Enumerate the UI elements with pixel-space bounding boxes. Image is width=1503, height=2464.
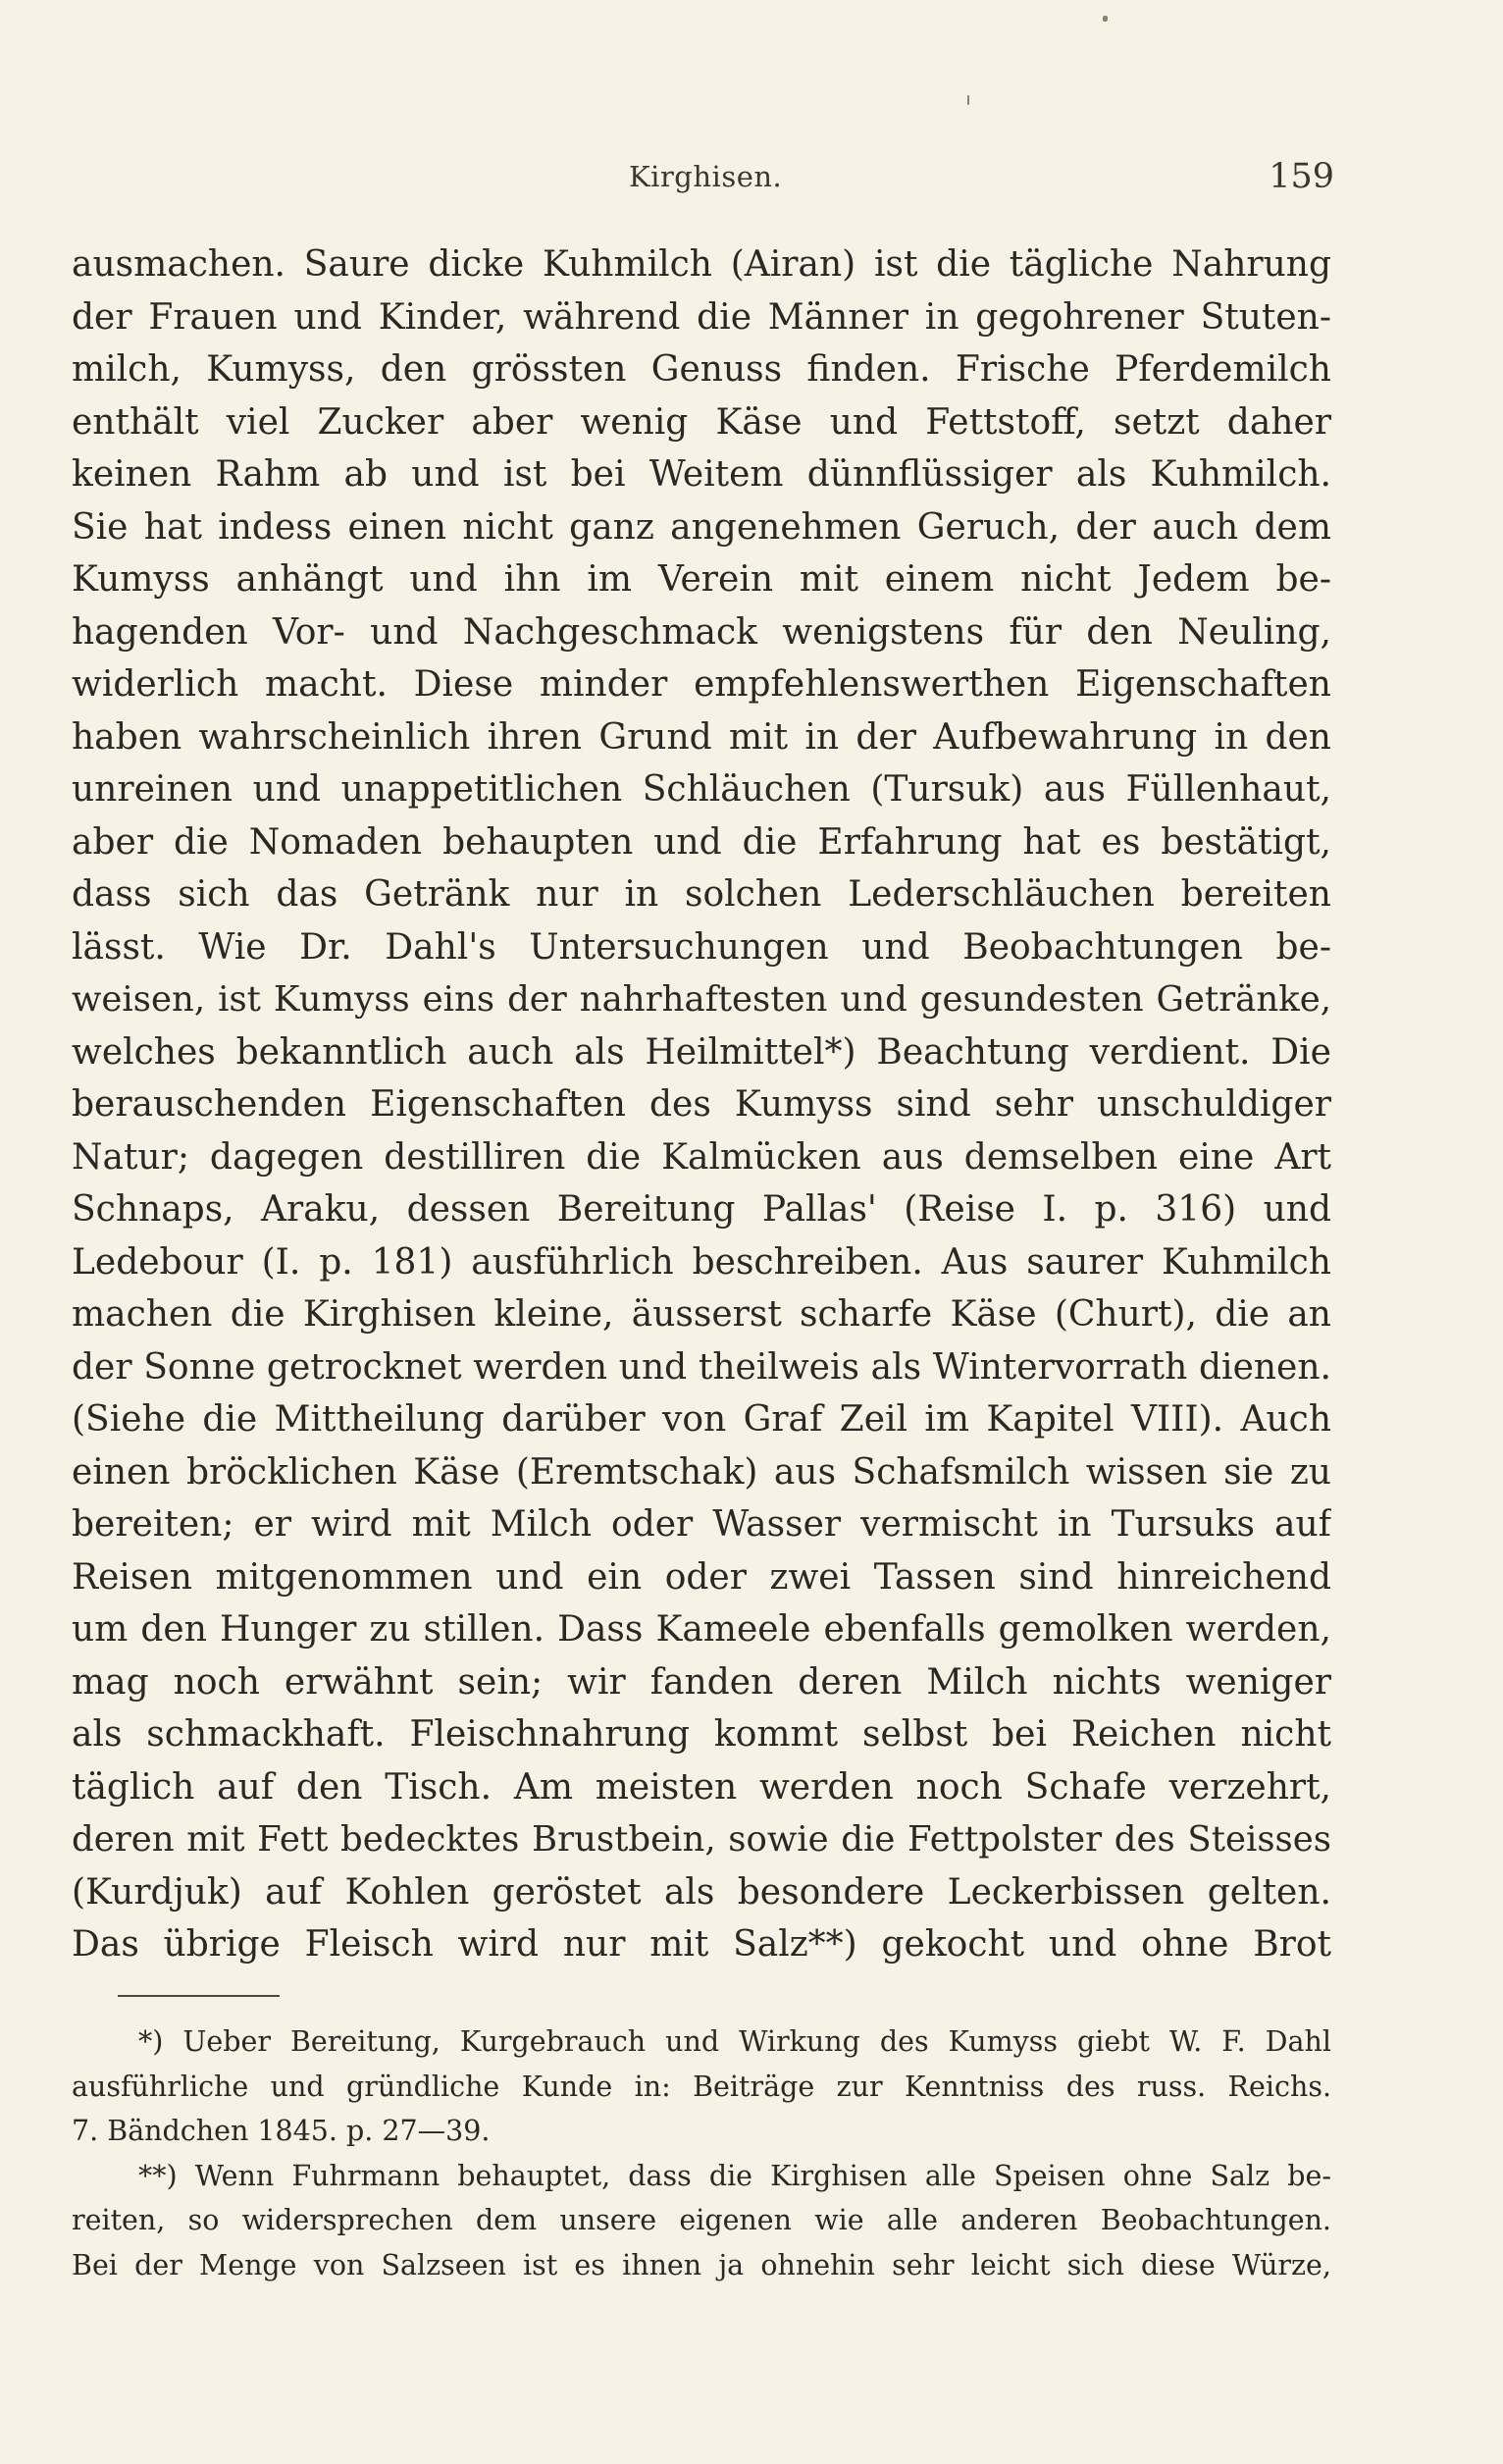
text-line: als schmackhaft. Fleischnahrung kommt selbst bei Reichen nicht <box>72 1714 1331 1755</box>
text-line: bereiten; er wird mit Milch oder Wasser vermischt in Tursuks auf <box>72 1504 1331 1545</box>
text-line: machen die Kirghisen kleine, äusserst scharfe Käse (Churt), die an <box>72 1294 1331 1335</box>
text-line: hagenden Vor- und Nachgeschmack wenigstens für den Neuling, <box>72 611 1331 653</box>
text-line: Natur; dagegen destilliren die Kalmücken aus demselben eine Art <box>72 1136 1331 1178</box>
text-line: (Kurdjuk) auf Kohlen geröstet als besondere Leckerbissen gelten. <box>72 1871 1331 1913</box>
print-speck <box>967 95 969 105</box>
text-line: enthält viel Zucker aber wenig Käse und Fettstoff, setzt daher <box>72 401 1331 443</box>
body-text <box>72 238 1331 1971</box>
page-number: 159 <box>1269 157 1334 196</box>
footnote-line: 7. Bändchen 1845. p. 27—39. <box>72 2115 491 2147</box>
text-line: lässt. Wie Dr. Dahl's Untersuchungen und Beobachtungen be- <box>72 926 1331 968</box>
footnote-line: reiten, so widersprechen dem unsere eigenen wie alle anderen Beobachtungen. <box>72 2204 1331 2236</box>
text-line: mag noch erwähnt sein; wir fanden deren Milch nichts weniger <box>72 1661 1331 1703</box>
text-line: keinen Rahm ab und ist bei Weitem dünnflüssiger als Kuhmilch. <box>72 454 1331 495</box>
text-line: milch, Kumyss, den grössten Genuss finden. Frische Pferdemilch <box>72 349 1331 390</box>
text-line: unreinen und unappetitlichen Schläuchen (Tursuk) aus Füllenhaut, <box>72 769 1331 810</box>
text-line: Ledebour (I. p. 181) ausführlich beschreiben. Aus saurer Kuhmilch <box>72 1241 1331 1283</box>
text-line: berauschenden Eigenschaften des Kumyss sind sehr unschuldiger <box>72 1084 1331 1125</box>
text-line: aber die Nomaden behaupten und die Erfahrung hat es bestätigt, <box>72 821 1331 863</box>
text-line: täglich auf den Tisch. Am meisten werden noch Schafe verzehrt, <box>72 1766 1331 1808</box>
text-line: der Frauen und Kinder, während die Männer in gegohrener Stuten- <box>72 296 1331 338</box>
text-line: deren mit Fett bedecktes Brustbein, sowie die Fettpolster des Steisses <box>72 1819 1331 1860</box>
footnote-line: **) Wenn Fuhrmann behauptet, dass die Kirghisen alle Speisen ohne Salz be- <box>138 2159 1331 2192</box>
footnote-line: ausführliche und gründliche Kunde in: Beiträge zur Kenntniss des russ. Reichs. <box>72 2070 1331 2103</box>
print-speck <box>1103 16 1108 22</box>
footnote-line: Bei der Menge von Salzseen ist es ihnen ja ohnehin sehr leicht sich diese Würze, <box>72 2248 1331 2281</box>
running-header-title: Kirghisen. <box>629 160 783 193</box>
footnote-separator-rule <box>118 1995 280 1997</box>
text-line: welches bekanntlich auch als Heilmittel*) Beachtung verdient. Die <box>72 1031 1331 1073</box>
text-line: ausmachen. Saure dicke Kuhmilch (Airan) ist die tägliche Nahrung <box>72 244 1331 285</box>
text-line: der Sonne getrocknet werden und theilweis als Wintervorrath dienen. <box>72 1346 1331 1388</box>
footnotes <box>72 2019 1331 2287</box>
text-line: Sie hat indess einen nicht ganz angenehmen Geruch, der auch dem <box>72 506 1331 548</box>
text-line: Das übrige Fleisch wird nur mit Salz**) gekocht und ohne Brot <box>72 1924 1331 1965</box>
text-line: dass sich das Getränk nur in solchen Lederschläuchen bereiten <box>72 874 1331 915</box>
text-line: Kumyss anhängt und ihn im Verein mit einem nicht Jedem be- <box>72 559 1331 600</box>
text-line: Reisen mitgenommen und ein oder zwei Tassen sind hinreichend <box>72 1556 1331 1598</box>
text-line: Schnaps, Araku, dessen Bereitung Pallas' (Reise I. p. 316) und <box>72 1189 1331 1230</box>
text-line: widerlich macht. Diese minder empfehlenswerthen Eigenschaften <box>72 664 1331 705</box>
footnote-line: *) Ueber Bereitung, Kurgebrauch und Wirkung des Kumyss giebt W. F. Dahl <box>138 2025 1331 2058</box>
text-line: haben wahrscheinlich ihren Grund mit in der Aufbewahrung in den <box>72 716 1331 758</box>
text-line: weisen, ist Kumyss eins der nahrhaftesten und gesundesten Getränke, <box>72 979 1331 1020</box>
text-line: einen bröcklichen Käse (Eremtschak) aus Schafsmilch wissen sie zu <box>72 1451 1331 1493</box>
text-line: um den Hunger zu stillen. Dass Kameele ebenfalls gemolken werden, <box>72 1609 1331 1650</box>
text-line: (Siehe die Mittheilung darüber von Graf Zeil im Kapitel VIII). Auch <box>72 1399 1331 1440</box>
